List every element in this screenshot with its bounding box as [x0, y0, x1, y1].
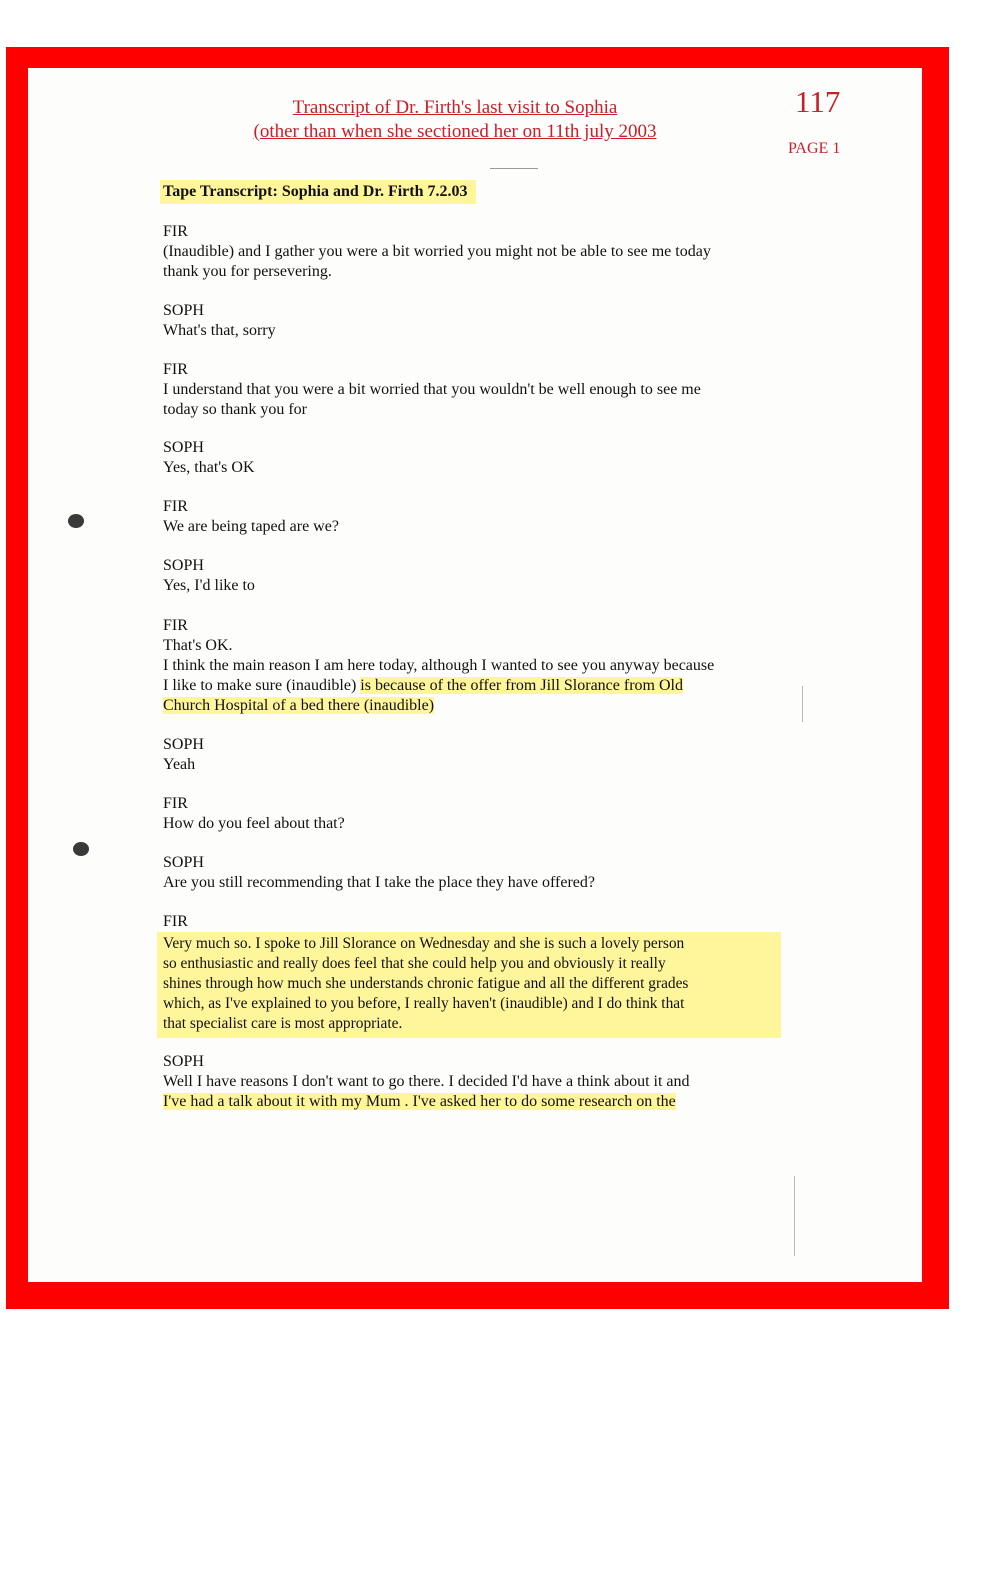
punch-hole: [73, 842, 89, 856]
transcript-entry: [163, 735, 783, 775]
speaker-label: FIR: [163, 223, 188, 240]
speaker-label: SOPH: [163, 557, 204, 574]
highlighted-text: Church Hospital of a bed there (inaudible): [163, 697, 435, 714]
highlighted-text: is because of the offer from Jill Slorance from Old: [360, 677, 683, 694]
scan-mark: [794, 1176, 795, 1256]
speaker-label: SOPH: [163, 302, 204, 319]
dialogue-line: Very much so. I spoke to Jill Slorance on Wednesday and she is such a lovely person: [163, 935, 685, 952]
transcript-entry: [163, 301, 783, 341]
dialogue-line: I think the main reason I am here today, although I wanted to see you anyway because: [163, 657, 715, 674]
divider: [490, 168, 538, 169]
transcript-entry: [163, 222, 783, 282]
transcript-entry: [163, 438, 783, 478]
dialogue-line: We are being taped are we?: [163, 518, 339, 535]
dialogue-text: I like to make sure (inaudible): [163, 677, 361, 694]
speaker-label: FIR: [163, 913, 188, 930]
transcript-entry: [163, 360, 783, 420]
page-label: PAGE 1: [788, 140, 841, 157]
dialogue-line: thank you for persevering.: [163, 263, 332, 280]
speaker-label: FIR: [163, 361, 188, 378]
transcript-entry: [163, 497, 783, 537]
highlighted-passage: [157, 932, 781, 1038]
dialogue-line: Yes, I'd like to: [163, 577, 255, 594]
tape-transcript-heading: Tape Transcript: Sophia and Dr. Firth 7.2.03: [160, 180, 476, 204]
dialogue-line: which, as I've explained to you before, I really haven't (inaudible) and I do think that: [163, 995, 685, 1012]
speaker-label: SOPH: [163, 1053, 204, 1070]
dialogue-line: That's OK.: [163, 637, 233, 654]
dialogue-line: Well I have reasons I don't want to go there. I decided I'd have a think about it and: [163, 1073, 690, 1090]
speaker-label: FIR: [163, 795, 188, 812]
transcript-entry: [163, 853, 783, 893]
dialogue-line: (Inaudible) and I gather you were a bit worried you might not be able to see me today: [163, 243, 711, 260]
transcript-entry: [163, 912, 783, 1038]
dialogue-line: [163, 696, 783, 716]
dialogue-line: so enthusiastic and really does feel that she could help you and obviously it really: [163, 955, 666, 972]
speaker-label: SOPH: [163, 439, 204, 456]
dialogue-line: [163, 676, 783, 696]
transcript-entry: [163, 1052, 783, 1112]
dialogue-line: Yes, that's OK: [163, 459, 255, 476]
transcript-entry: [163, 794, 783, 834]
speaker-label: SOPH: [163, 736, 204, 753]
highlighted-text: I've had a talk about it with my Mum . I've asked her to do some research on the: [163, 1093, 676, 1110]
title-line-2: (other than when she sectioned her on 11th july 2003: [253, 121, 657, 142]
transcript-entry: [163, 556, 783, 596]
scan-mark: [802, 686, 803, 722]
speaker-label: FIR: [163, 617, 188, 634]
dialogue-line: shines through how much she understands chronic fatigue and all the different grades: [163, 975, 689, 992]
speaker-label: FIR: [163, 498, 188, 515]
page-number: 117: [795, 84, 841, 119]
dialogue-line: today so thank you for: [163, 401, 307, 418]
dialogue-line: [163, 1092, 783, 1112]
dialogue-line: How do you feel about that?: [163, 815, 345, 832]
title-line-1: Transcript of Dr. Firth's last visit to Sophia: [292, 97, 618, 118]
dialogue-line: I understand that you were a bit worried that you wouldn't be well enough to see me: [163, 381, 701, 398]
punch-hole: [68, 514, 84, 528]
dialogue-line: that specialist care is most appropriate.: [163, 1015, 403, 1032]
speaker-label: SOPH: [163, 854, 204, 871]
dialogue-line: Yeah: [163, 756, 196, 773]
dialogue-line: What's that, sorry: [163, 322, 276, 339]
transcript-entry: [163, 616, 783, 716]
dialogue-line: Are you still recommending that I take the place they have offered?: [163, 874, 595, 891]
